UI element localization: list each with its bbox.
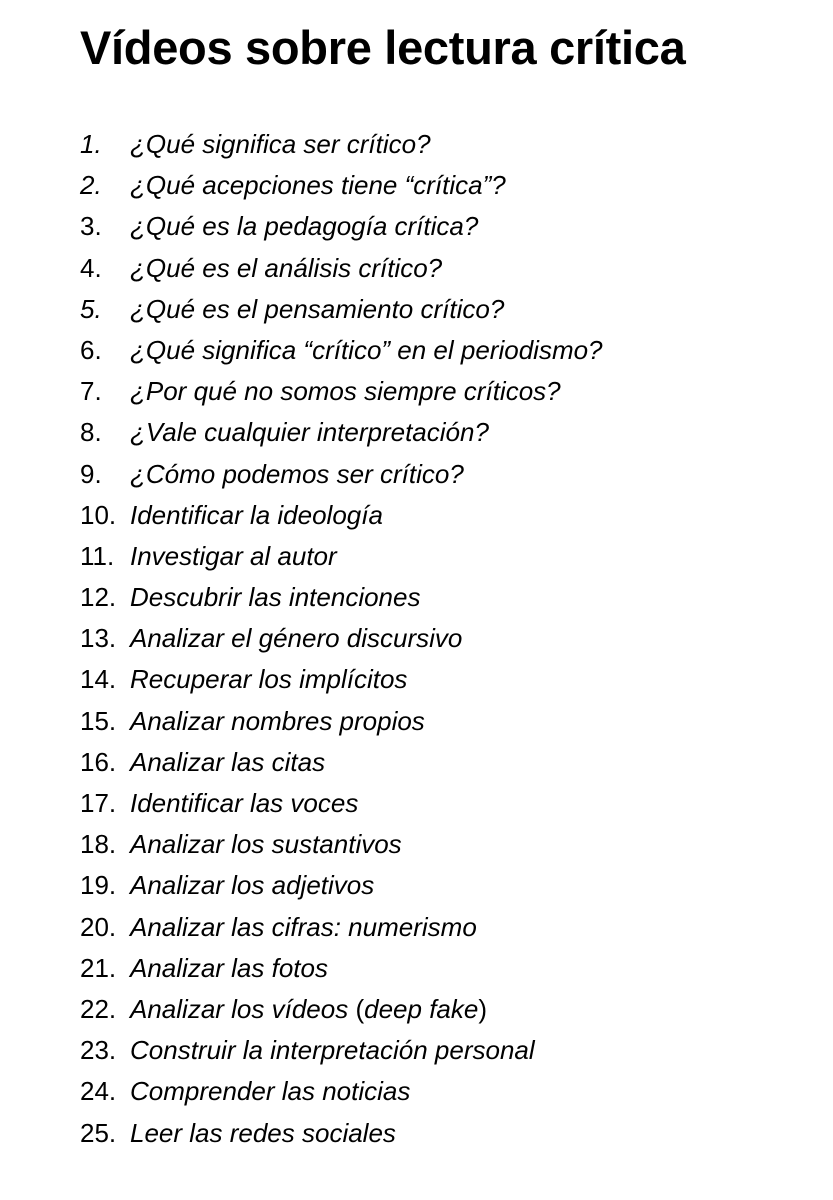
item-number: 2. xyxy=(80,170,102,201)
item-text: Analizar los adjetivos xyxy=(130,870,375,901)
item-text: Leer las redes sociales xyxy=(130,1117,396,1148)
item-text: Comprender las noticias xyxy=(130,1076,411,1107)
paren-close: ) xyxy=(478,993,488,1024)
list-item xyxy=(80,248,603,289)
item-number: 20. xyxy=(80,911,117,942)
item-number: 15. xyxy=(80,705,117,736)
list-item xyxy=(80,824,603,865)
list-item xyxy=(80,206,603,247)
item-text: ¿Por qué no somos siempre críticos? xyxy=(130,376,561,407)
list-item xyxy=(80,1113,603,1154)
item-number: 6. xyxy=(80,334,102,365)
list-item xyxy=(80,371,603,412)
item-text: Analizar los sustantivos xyxy=(130,829,402,860)
item-text: Analizar el género discursivo xyxy=(130,623,463,654)
item-text: ¿Qué es el análisis crítico? xyxy=(130,252,443,283)
list-item xyxy=(80,1071,603,1112)
item-number: 21. xyxy=(80,952,117,983)
item-text: ¿Qué significa “crítico” en el periodismo? xyxy=(130,334,603,365)
item-text: Analizar los vídeos xyxy=(130,993,349,1024)
item-number: 5. xyxy=(80,293,102,324)
list-item xyxy=(80,783,603,824)
item-number: 13. xyxy=(80,623,117,654)
item-text: Analizar nombres propios xyxy=(130,705,425,736)
item-text: ¿Vale cualquier interpretación? xyxy=(130,417,489,448)
item-number: 22. xyxy=(80,993,117,1024)
list-item xyxy=(80,454,603,495)
list-item xyxy=(80,412,603,453)
list-item xyxy=(80,948,603,989)
item-number: 17. xyxy=(80,788,117,818)
item-text: ¿Qué es la pedagogía crítica? xyxy=(130,211,479,242)
item-text: ¿Cómo podemos ser crítico? xyxy=(130,458,464,489)
item-number: 18. xyxy=(80,829,117,860)
list-item xyxy=(80,577,603,618)
list-item xyxy=(80,1030,603,1071)
item-text: ¿Qué acepciones tiene “crítica”? xyxy=(130,170,506,201)
item-number: 1. xyxy=(80,129,102,159)
list-item xyxy=(80,330,603,371)
paren-open: ( xyxy=(355,993,365,1024)
item-number: 7. xyxy=(80,376,102,407)
item-text: Investigar al autor xyxy=(130,540,337,571)
list-item xyxy=(80,618,603,659)
list-item xyxy=(80,124,603,165)
item-number: 8. xyxy=(80,417,102,448)
item-text: Construir la interpretación personal xyxy=(130,1035,535,1066)
item-text: Analizar las fotos xyxy=(130,952,328,983)
item-number: 12. xyxy=(80,582,117,613)
item-text-deep-fake: deep fake xyxy=(364,993,479,1024)
list-item xyxy=(80,865,603,906)
item-number: 9. xyxy=(80,458,102,489)
item-number: 19. xyxy=(80,870,117,901)
item-number: 4. xyxy=(80,252,102,283)
item-number: 23. xyxy=(80,1035,117,1066)
item-number: 10. xyxy=(80,499,117,530)
list-item xyxy=(80,742,603,783)
list-item xyxy=(80,659,603,700)
page-title: Vídeos sobre lectura crítica xyxy=(80,21,686,74)
list-item xyxy=(80,165,603,206)
item-text: ¿Qué significa ser crítico? xyxy=(130,129,431,159)
item-text: Analizar las cifras: numerismo xyxy=(130,911,477,942)
item-number: 25. xyxy=(80,1117,117,1148)
list-item xyxy=(80,289,603,330)
list-item xyxy=(80,495,603,536)
item-number: 14. xyxy=(80,664,117,695)
list-item xyxy=(80,989,603,1030)
item-text: ¿Qué es el pensamiento crítico? xyxy=(130,293,505,324)
item-number: 3. xyxy=(80,211,102,242)
item-text: Descubrir las intenciones xyxy=(130,582,421,613)
item-text: Identificar las voces xyxy=(130,788,359,818)
item-text: Recuperar los implícitos xyxy=(130,664,408,695)
item-text: Analizar las citas xyxy=(130,746,326,777)
item-number: 16. xyxy=(80,746,117,777)
item-number: 24. xyxy=(80,1076,117,1107)
video-list xyxy=(80,124,603,1154)
item-number: 11. xyxy=(80,540,115,571)
item-text: Identificar la ideología xyxy=(130,499,383,530)
list-item xyxy=(80,701,603,742)
list-item xyxy=(80,536,603,577)
list-item xyxy=(80,907,603,948)
